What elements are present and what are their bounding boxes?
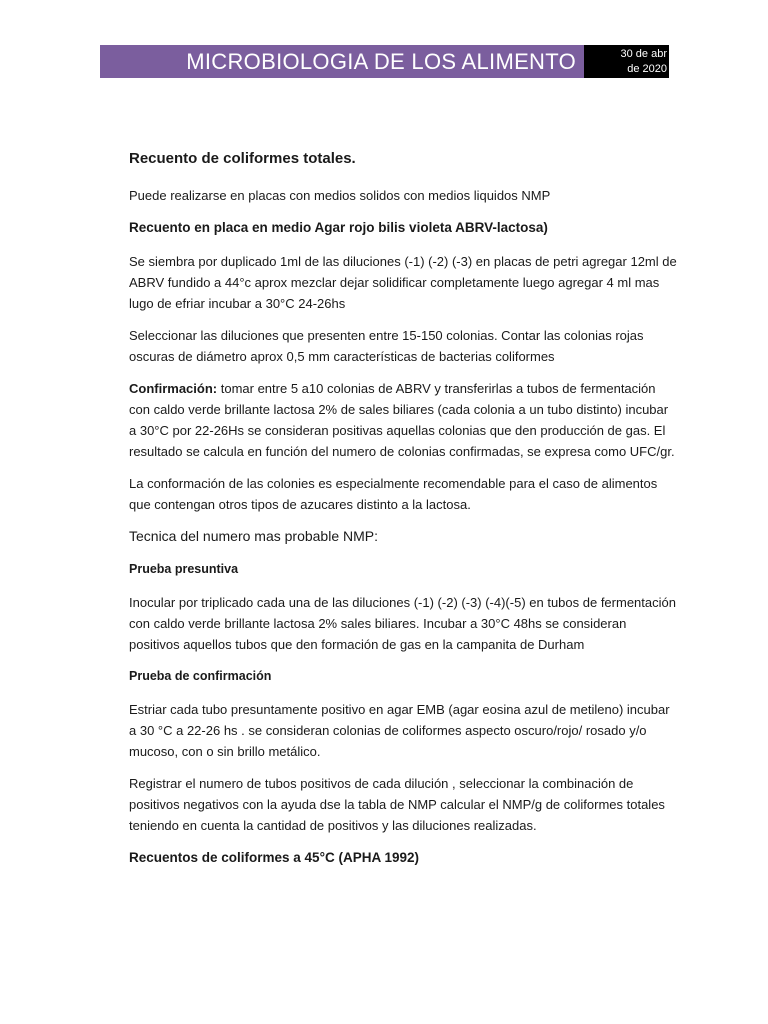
heading-prueba-confirmacion: Prueba de confirmación xyxy=(129,669,272,683)
paragraph-confirmacion xyxy=(129,378,677,462)
confirmacion-label: Confirmación: xyxy=(129,381,218,396)
paragraph-conformacion: La conformación de las colonies es especialmente recomendable para el caso de alimentos que contengan otros tipos de azucares distinto a la lactosa. xyxy=(129,476,658,512)
heading-coliformes-totales: Recuento de coliformes totales. xyxy=(129,150,356,167)
header-date-box xyxy=(584,45,669,78)
heading-tecnica-nmp: Tecnica del numero mas probable NMP: xyxy=(129,528,379,544)
date-line-2: de 2020 xyxy=(627,63,667,75)
heading-coliformes-45: Recuentos de coliformes a 45°C (APHA 1992) xyxy=(129,850,419,865)
paragraph-registrar: Registrar el numero de tubos positivos de cada dilución , seleccionar la combinación de positivos negativos con la ayuda dse la tabla de NMP calcular el NMP/g de coliformes totales teniendo en cuenta la cantidad de positivos y las diluciones realizadas. xyxy=(129,776,665,833)
header-title-band xyxy=(100,45,584,78)
paragraph-estriar: Estriar cada tubo presuntamente positivo en agar EMB (agar eosina azul de metileno) incubar a 30 °C a 22-26 hs . se consideran colonias de coliformes aspecto oscuro/rojo/ rosado y/o mucoso, con o sin brillo metálico. xyxy=(129,702,670,759)
paragraph-seleccionar: Seleccionar las diluciones que presenten entre 15-150 colonias. Contar las colonias rojas oscuras de diámetro aprox 0,5 mm características de bacterias coliformes xyxy=(129,328,644,364)
confirmacion-text: tomar entre 5 a10 colonias de ABRV y transferirlas a tubos de fermentación con caldo verde brillante lactosa 2% de sales biliares (cada colonia a un tubo distinto) incubar a 30°C por 22-26Hs se consideran positivas aquellas colonias que den producción de gas. El resultado se calcula en función del numero de colonias confirmadas, se expresa como UFC/gr. xyxy=(129,381,675,459)
document-body xyxy=(129,138,677,879)
document-title: MICROBIOLOGIA DE LOS ALIMENTO xyxy=(186,49,576,74)
heading-prueba-presuntiva: Prueba presuntiva xyxy=(129,562,239,576)
paragraph-siembra: Se siembra por duplicado 1ml de las diluciones (-1) (-2) (-3) en placas de petri agregar 12ml de ABRV fundido a 44°c aprox mezclar dejar solidificar completamente luego agregar 4 ml mas lugo de efriar incubar a 30°C 24-26hs xyxy=(129,254,677,311)
date-line-1: 30 de abr xyxy=(620,48,667,60)
paragraph-inocular: Inocular por triplicado cada una de las diluciones (-1) (-2) (-3) (-4)(-5) en tubos de fermentación con caldo verde brillante lactosa 2% sales biliares. Incubar a 30°C 48hs se consideran positivos aquellos tubos que den formación de gas en la campanita de Durham xyxy=(129,595,676,652)
paragraph-intro: Puede realizarse en placas con medios solidos con medios liquidos NMP xyxy=(129,188,551,203)
heading-recuento-placa: Recuento en placa en medio Agar rojo bilis violeta ABRV-lactosa) xyxy=(129,220,548,235)
